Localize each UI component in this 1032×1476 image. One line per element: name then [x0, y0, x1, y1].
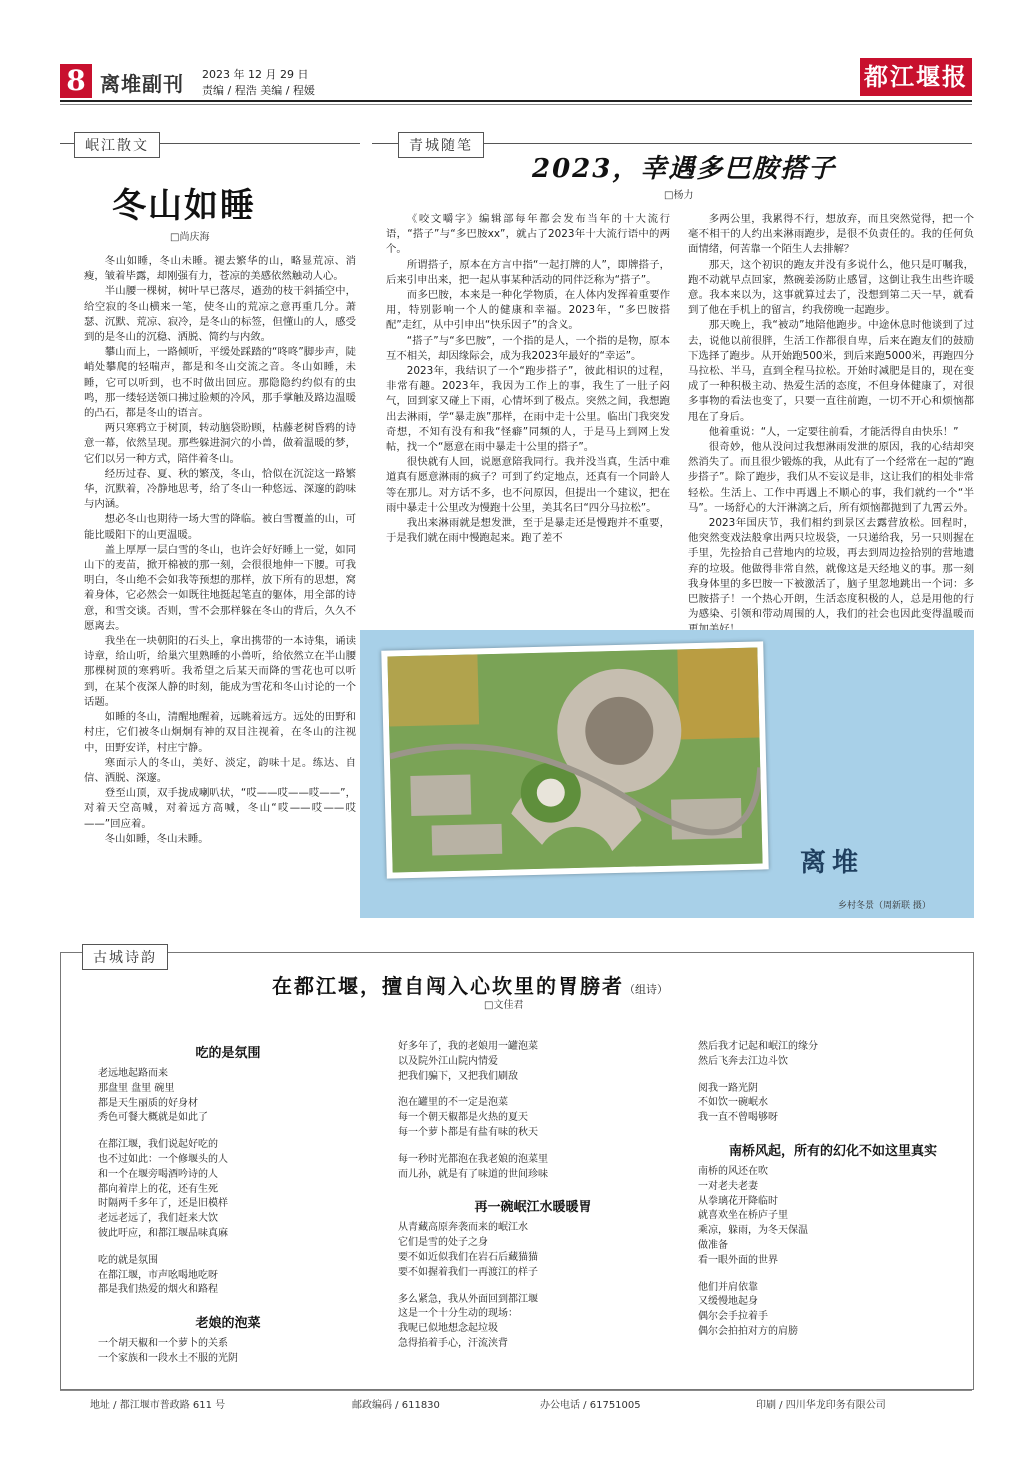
- footer-rule: [60, 1390, 972, 1391]
- poem-line: 把我们骗下，又把我们刷敌: [398, 1070, 518, 1082]
- garden-illustration: [387, 648, 762, 873]
- stanza-gap: [398, 1141, 668, 1153]
- poem-line: 老远老远了，我们赶来大饮: [98, 1213, 218, 1225]
- paragraph: 如睡的冬山，清醒地醒着，远眺着远方。远处的田野和村庄，它们被冬山炯炯有神的双目注视着，在冬山的注视中，田野安详，村庄宁静。: [84, 711, 356, 754]
- header-rule-thin: [60, 104, 972, 105]
- stanza-gap: [398, 1281, 668, 1293]
- paragraph: “搭子”与“多巴胺”，一个指的是人，一个指的是物，原本互不相关，却因缘际会，成为我2023年最好的“幸运”。: [386, 334, 670, 362]
- article-body-winter-mountain: [84, 254, 356, 847]
- paragraph: 寒面示人的冬山，美好、淡定，韵味十足。练达、自信、洒脱、深邃。: [84, 756, 356, 784]
- poem-line: 这是一个十分生动的现场：: [398, 1308, 518, 1320]
- paragraph: 那天，这个初识的跑友并没有多说什么，他只是叮嘱我，跑不动就早点回家，熬碗姜汤防止感冒，这倒让我生出些许暖意。我本来以为，这事就算过去了，没想到第二天一早，就看到了他在手机上的留言，约我傍晚一起跑步。: [688, 258, 974, 317]
- poem-title-suffix: （组诗）: [624, 983, 668, 996]
- poem-line: 和一个在堰旁喝酒吟诗的人: [98, 1168, 218, 1180]
- poem-line: 我呢已似地想念起垃圾: [398, 1323, 498, 1335]
- paragraph: 想必冬山也期待一场大雪的降临。被白雪覆盖的山，可能比暖阳下的山更温暖。: [84, 513, 356, 541]
- poem-line: 也不过如此：一个修堰头的人: [98, 1153, 228, 1165]
- article-body-right-column: [688, 212, 974, 683]
- footer-phone: 办公电话 / 61751005: [540, 1400, 641, 1411]
- photo-credit: 乡村冬景（周新联 摄）: [838, 901, 931, 911]
- poem-line: 我一直不曾喝够呀: [698, 1112, 778, 1124]
- aerial-photo: [381, 641, 768, 878]
- poem-line: 每一秒时光都泡在我老娘的泡菜里: [398, 1153, 548, 1165]
- poem-line: 急得掐着手心，汗流浃背: [398, 1337, 508, 1349]
- poem-line: 一对老夫老妻: [698, 1180, 758, 1192]
- poem-line: 做准备: [698, 1239, 728, 1251]
- paragraph: 2023年，我结识了一个“跑步搭子”，彼此相识的过程，非常有趣。2023年，我因为工作上的事，我生了一肚子闷气，回到家又碰上下雨，心情坏到了极点。突然之间，我想跑出去淋雨，学“暴走族”那样，在雨中走十公里。临出门我突发奇想，不知有没有和我“怪癖”同频的人，于是马上到网上发帖，找一个“愿意在雨中暴走十公里的搭子”。: [386, 365, 670, 454]
- poem-column-3: [698, 1040, 968, 1340]
- photo-caption: 离堆: [800, 848, 865, 878]
- poem-line: 吃的就是氛围: [98, 1254, 158, 1266]
- poem-subtitle: 老娘的泡菜: [195, 1316, 261, 1332]
- poem-subtitle: 南桥风起，所有的幻化不如这里真实: [728, 1143, 937, 1159]
- poem-line: 从青藏高原奔袭而来的岷江水: [398, 1222, 528, 1234]
- footer-postcode: 邮政编码 / 611830: [352, 1400, 440, 1411]
- article-title-dopamine: 2023，幸遇多巴胺搭子: [532, 154, 837, 184]
- paragraph: 两只寒鸦立于树顶，转动脑袋盼顾，枯藤老树昏鸦的诗意一幕，依然呈现。那些躲进洞穴的小兽，做着温暖的梦，它们以另一种方式，陪伴着冬山。: [84, 422, 356, 465]
- poem-title-wrap: [272, 970, 668, 999]
- poem-line: 他们并肩依靠: [698, 1281, 758, 1293]
- page-number: 8: [60, 64, 92, 98]
- stanza-gap: [698, 1070, 968, 1082]
- paragraph: 我出来淋雨就是想发泄，至于是暴走还是慢跑并不重要，于是我们就在雨中慢跑起来。跑了差不: [386, 517, 670, 545]
- poem-line: 它们是雪的处子之身: [398, 1237, 488, 1249]
- poem-line: 然后飞奔去江边斗饮: [698, 1055, 788, 1067]
- paragraph: 盖上厚厚一层白雪的冬山，也许会好好睡上一觉，如同山下的麦苗，掀开棉被的那一刻，会很很地伸一下腰。可我明白，冬山绝不会如我等预想的那样，放下所有的思想，窝着身体，它必然会一如既往地挺起笔直的躯体，用全部的诗意，和雪交谈。否则，雪不会那样躲在冬山的背后，久久不愿离去。: [84, 543, 356, 632]
- article-body-left-column: [386, 212, 670, 546]
- poem-line: 那盘里 盘里 碗里: [98, 1082, 175, 1094]
- poem-line: 一个胡天椒和一个萝卜的关系: [98, 1338, 228, 1350]
- poem-line: 每一个萝卜都是有盐有味的秋天: [398, 1126, 538, 1138]
- poem-line: 南桥的风还在吹: [698, 1165, 768, 1177]
- header-rule: [60, 100, 972, 102]
- stanza-gap: [698, 1269, 968, 1281]
- poem-line: 然后我才记起和岷江的缘分: [698, 1041, 818, 1052]
- poem-line: 以及院外江山院内情爱: [398, 1055, 498, 1067]
- paragraph: 他着重说：“人，一定要往前看，才能活得自由快乐！”: [708, 425, 959, 438]
- poem-line: 要不如近似我们在岩石后藏猫猫: [398, 1251, 538, 1263]
- poem-column-1: [98, 1040, 358, 1367]
- newspaper-masthead: 都江堰报: [860, 58, 972, 96]
- column-tag-qingcheng: 青城随笔: [398, 132, 484, 158]
- poem-line: 秀色可餐大概就是如此了: [98, 1112, 208, 1124]
- poem-line: 乘凉，躲雨，为冬天保温: [698, 1225, 808, 1237]
- stanza-gap: [698, 1126, 968, 1138]
- paragraph: 经历过春、夏、秋的繁茂，冬山，恰似在沉淀这一路繁华，沉默着，冷静地思考，给了冬山一种悠远、深邃的韵味与内涵。: [84, 467, 356, 511]
- article-byline: □尚庆海: [170, 232, 210, 243]
- poem-line: 每一个朝天椒都是火热的夏天: [398, 1112, 528, 1124]
- footer-printer: 印刷 / 四川华龙印务有限公司: [756, 1400, 886, 1411]
- poem-line: 多么紧急，我从外面回到都江堰: [398, 1293, 538, 1305]
- paragraph: 半山腰一棵树，树叶早已落尽，遒劲的枝干斜插空中，给空寂的冬山横来一笔，使冬山的荒凉之意再重几分。萧瑟、沉默、荒凉、寂冷，是冬山的标签，但懂山的人，感受到的是冬山的沉稳、洒脱、简约与内敛。: [84, 285, 356, 344]
- editor-credits: 责编 / 程浩 美编 / 程媛: [202, 84, 315, 97]
- article-title-winter-mountain: 冬山如睡: [112, 186, 256, 226]
- poem-line: 阅我一路光阴: [698, 1082, 758, 1094]
- issue-date: 2023 年 12 月 29 日: [202, 68, 309, 81]
- paragraph: 冬山如睡，冬山未睡。褪去繁华的山，略显荒凉、消瘦，皱着毕露，却刚强有力，苍凉的美感依然触动人心。: [84, 255, 356, 283]
- stanza-gap: [398, 1084, 668, 1096]
- paragraph: 所谓搭子，原本在方言中指“一起打牌的人”，即牌搭子，后来引申出来，把一起从事某种活动的同伴泛称为“搭子”。: [386, 258, 670, 286]
- poem-subtitle: 吃的是氛围: [195, 1046, 261, 1061]
- stanza-gap: [98, 1242, 358, 1254]
- poem-line: 看一眼外面的世界: [698, 1254, 778, 1266]
- poem-line: 时隔两千多年了，还是旧模样: [98, 1198, 228, 1210]
- paragraph: 冬山如睡，冬山未睡。: [104, 832, 209, 845]
- poem-line: 都是我们热爱的烟火和路程: [98, 1284, 218, 1296]
- poem-line: 不如饮一碗岷水: [698, 1097, 768, 1109]
- paragraph: 很快就有人回，说愿意陪我同行。我并没当真，生活中难道真有愿意淋雨的疯子？可到了约定地点，还真有一个同龄人等在那儿。对方话不多，也不问原因，但提出一个建议，把在雨中暴走十公里改为慢跑十公里，美其名曰“四分马拉松”。: [386, 456, 670, 514]
- poem-line: 好多年了，我的老娘用一罐泡菜: [398, 1041, 538, 1052]
- paragraph: 多两公里，我累得不行，想放弃，而且突然觉得，把一个毫不相干的人约出来淋雨跑步，是很不负责任的。我的任何负面情绪，何苦靠一个陌生人去排解？: [688, 213, 974, 256]
- poem-line: 而儿孙，就是有了味道的世间珍味: [398, 1168, 548, 1180]
- poem-byline: □文佳君: [484, 1000, 524, 1011]
- poem-line: 彼此吁应，和都江堰品味真麻: [98, 1227, 228, 1239]
- paragraph: 很奇妙，他从没问过我想淋雨发泄的原因，我的心结却突然消失了。而且很少锻炼的我，从此有了一个经常在一起的“跑步搭子”。除了跑步，我们从不妄议是非，这让我们的相处非常轻松。生活上、工作中再遇上不顺心的事，我们就约一个“半马”。一场舒心的大汗淋漓之后，所有烦恼都抛到了九霄云外。: [688, 441, 974, 514]
- poem-line: 一个家族和一段水土不服的光阴: [98, 1352, 238, 1364]
- stanza-gap: [98, 1298, 358, 1310]
- poem-subtitle: 再一碗岷江水暖暖胃: [474, 1200, 592, 1216]
- paragraph: 攀山而上，一路倾听，平缓处踩踏的“咚咚”脚步声，陡峭处攀爬的轻喘声，都是和冬山交流之音。冬山如睡，未睡，它可以听到，也不时做出回应。那隐隐约约似有的虫鸣，那一缕轻送领口拂过脸颊的冷风，那手掌触及路边温暖的凸石，都是冬山的语言。: [84, 346, 356, 420]
- column-tag-minjiang: 岷江散文: [74, 132, 160, 158]
- poem-line: 都是天生丽质的好身材: [98, 1097, 198, 1109]
- poem-line: 偶尔会手拉着手: [698, 1311, 768, 1323]
- poem-line: 要不如握着我们一再渡江的样子: [398, 1266, 538, 1278]
- paragraph: 2023年国庆节，我们相约到景区去露营放松。回程时，他突然变戏法般拿出两只垃圾袋，一只递给我，另一只则握在手里，先捡拾自己营地内的垃圾，再去到周边捡拾别的营地遗弃的垃圾。他做得非常自然，就像这是天经地义的事。那一刻我身体里的多巴胺一下被激活了，脑子里忽地跳出一个词：多巴胺搭子！一个热心开朗，生活态度积极的人，总是用他的行为感染、引领和带动周围的人，我们的社会也因此变得温暖而: [688, 517, 974, 621]
- poem-line: 在都江堰，我们说起好吃的: [98, 1139, 218, 1151]
- poem-line: 从拳璃花开降临时: [698, 1195, 778, 1207]
- section-name: 离堆副刊: [100, 72, 184, 96]
- poem-line: 老远地起路而来: [98, 1068, 168, 1079]
- poem-line: 泡在罐里的不一定是泡菜: [398, 1097, 508, 1109]
- poem-line: 又缓慢地起身: [698, 1296, 758, 1308]
- footer-address: 地址 / 都江堰市普政路 611 号: [90, 1400, 226, 1411]
- paragraph: 登至山顶，双手拢成喇叭状，“哎——哎——哎——”，对着天空高喊，对着远方高喊，冬山“哎——哎——哎——”回应着。: [84, 787, 356, 830]
- poem-line: 偶尔会拍拍对方的肩膀: [698, 1325, 798, 1337]
- stanza-gap: [398, 1182, 668, 1194]
- paragraph: 那天晚上，我“被动”地陪他跑步。中途休息时他谈到了过去，说他以前很胖，生活工作都很自卑，后来在跑友们的鼓励下选择了跑步。从开始跑500米，到后来跑5000米，再跑四分马拉松、半马，直到全程马拉松。开始时减肥是目的，现在变成了一种积极主动、热爱生活的态度，不但身体健康了，对很多事物的看法也变了，只要一直往前跑，一切不开心和烦恼都甩在了身后。: [688, 319, 974, 423]
- paragraph: 而多巴胺，本来是一种化学物质，在人体内发挥着重要作用，特别影响一个人的健康和幸福。2023年，“多巴胺搭配”走红，从中引申出“快乐因子”的含义。: [386, 289, 670, 332]
- poem-line: 都向着岸上的花，还有生死: [98, 1183, 218, 1195]
- stanza-gap: [98, 1126, 358, 1138]
- poem-column-2: [398, 1040, 668, 1352]
- poem-line: 在都江堰，市声吆喝地吃呀: [98, 1269, 218, 1281]
- column-tag-ancient-city: 古城诗韵: [82, 944, 168, 970]
- paragraph: 我坐在一块朝阳的石头上，拿出携带的一本诗集，诵读诗章，给山听，给巢穴里熟睡的小兽听，给依然立在半山腰那棵树顶的寒鸦听。我希望之后某天而降的雪花也可以听到，在某个夜深人静的时刻，能成为雪花和冬山讨论的一个话题。: [84, 635, 356, 708]
- paragraph: 《咬文嚼字》编辑部每年都会发布当年的十大流行语，“搭子”与“多巴胺xx”，就占了2023年十大流行语中的两个。: [386, 213, 670, 256]
- article-byline: □杨力: [664, 190, 694, 201]
- poem-title: 在都江堰，擅自闯入心坎里的胃膀者: [272, 974, 624, 998]
- poem-line: 就喜欢坐在桥庐子里: [698, 1210, 788, 1222]
